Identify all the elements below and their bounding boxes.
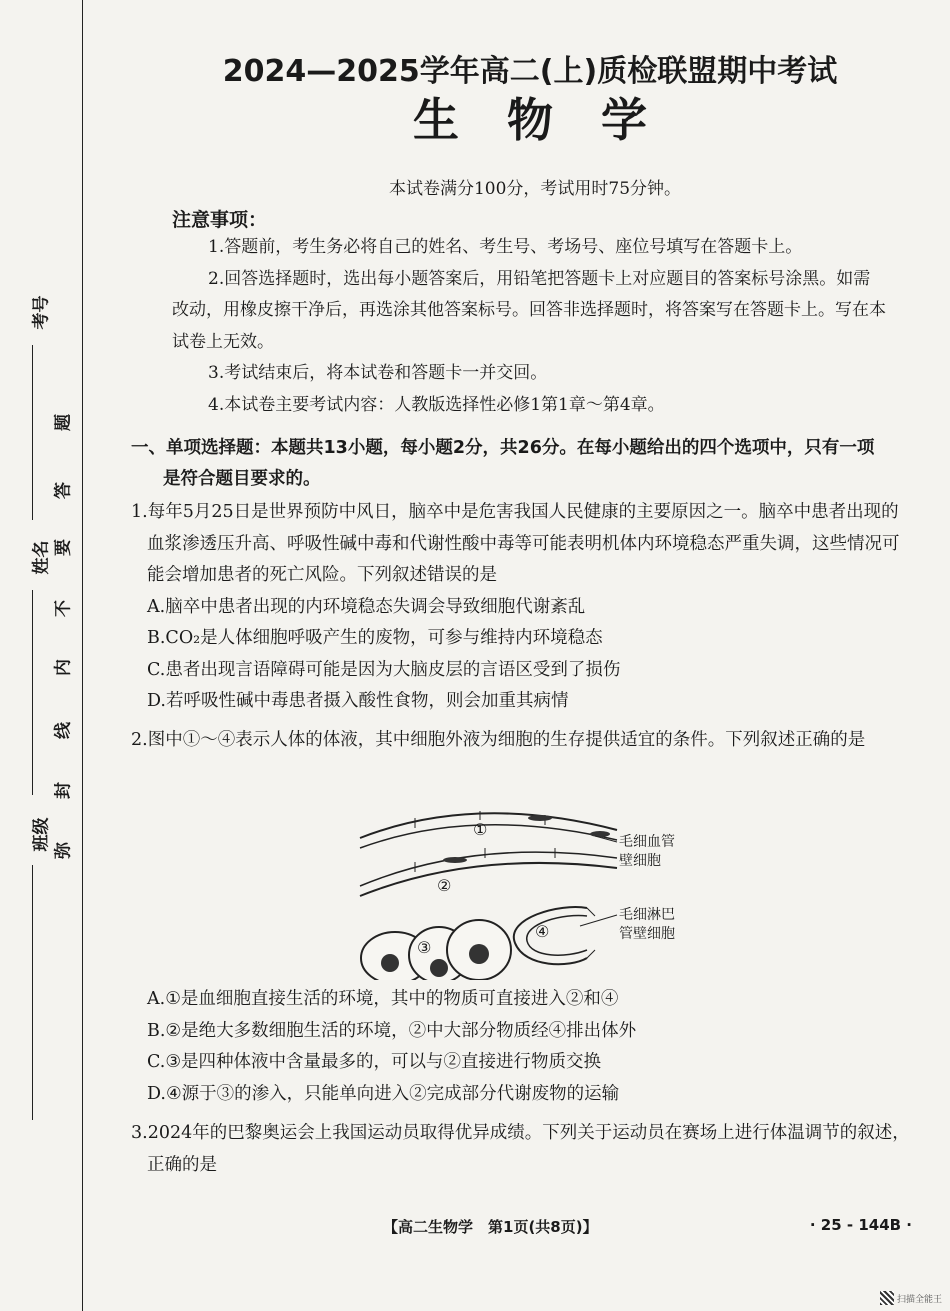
option-c: C.③是四种体液中含量最多的，可以与②直接进行物质交换 xyxy=(147,1052,602,1072)
seal-char: 要 xyxy=(53,539,74,556)
option-a: A.脑卒中患者出现的内环境稳态失调会导致细胞代谢紊乱 xyxy=(147,596,586,617)
question-stem: 2.图中①～④表示人体的体液，其中细胞外液为细胞的生存提供适宜的条件。下列叙述正确的是 xyxy=(131,730,866,750)
option-b: B.CO₂是人体细胞呼吸产生的废物，可参与维持内环境稳态 xyxy=(147,628,603,648)
class-blank xyxy=(32,865,33,1120)
seal-char: 弥 xyxy=(53,842,74,859)
scanner-watermark: 扫描全能王 xyxy=(880,1291,942,1305)
exam-meta: 本试卷满分100分，考试用时75分钟。 xyxy=(388,179,682,199)
name-label: 姓名 xyxy=(31,540,52,575)
mark-2: ② xyxy=(437,876,452,895)
question-stem: 3.2024年的巴黎奥运会上我国运动员取得优异成绩。下列关于运动员在赛场上进行体温调节的叙述，正确的是 xyxy=(131,1123,910,1175)
notice-item: 4.本试卷主要考试内容：人教版选择性必修1第1章～第4章。 xyxy=(208,394,665,415)
seal-char: 内 xyxy=(53,659,74,676)
option-d: D.④源于③的渗入，只能单向进入②完成部分代谢废物的运输 xyxy=(147,1083,620,1104)
exam-title: 2024—2025学年高二(上)质检联盟期中考试 xyxy=(222,54,838,89)
seal-char: 题 xyxy=(53,414,74,431)
notice-heading: 注意事项： xyxy=(172,209,268,231)
option-a: A.①是血细胞直接生活的环境，其中的物质可直接进入②和④ xyxy=(147,989,619,1009)
notice-item: 2.回答选择题时，选出每小题答案后，用铅笔把答题卡上对应题目的答案标号涂黑。如需改动，用橡皮擦干净后，再选涂其他答案标号。回答非选择题时，将答案写在答题卡上。写在本试卷上无效。 xyxy=(172,268,886,352)
question-2-options xyxy=(131,984,916,1110)
notice-item: 1.答题前，考生务必将自己的姓名、考生号、考场号、座位号填写在答题卡上。 xyxy=(208,237,803,257)
body-fluid-diagram xyxy=(355,798,690,980)
seal-char: 封 xyxy=(53,782,74,799)
option-c: C.患者出现言语障碍可能是因为大脑皮层的言语区受到了损伤 xyxy=(147,659,621,680)
exam-number-label: 考号 xyxy=(31,295,52,330)
option-d: D.若呼吸性碱中毒患者摄入酸性食物，则会加重其病情 xyxy=(147,691,569,711)
capillary-wall-label: 毛细血管 壁细胞 xyxy=(619,834,675,869)
section-heading xyxy=(131,433,916,495)
lymph-wall-label: 毛细淋巴 管壁细胞 xyxy=(619,907,675,942)
notice-item: 3.考试结束后，将本试卷和答题卡一并交回。 xyxy=(208,363,548,383)
seal-char: 不 xyxy=(53,600,74,617)
binding-margin xyxy=(0,0,95,1311)
seal-char: 答 xyxy=(53,482,74,499)
exam-number-blank xyxy=(32,345,33,520)
page-footer: 【高二生物学 第1页(共8页)】 xyxy=(383,1218,598,1236)
option-b: B.②是绝大多数细胞生活的环境，②中大部分物质经④排出体外 xyxy=(147,1020,637,1041)
notice-list xyxy=(172,232,887,421)
question-2 xyxy=(131,725,916,757)
class-label: 班级 xyxy=(31,817,52,852)
question-stem: 1.每年5月25日是世界预防中风日，脑卒中是危害我国人民健康的主要原因之一。脑卒中患者出现的血浆渗透压升高、呼吸性碱中毒和代谢性酸中毒等可能表明机体内环境稳态严重失调，这些情况可能会增加患者的死亡风险。下列叙述错误的是 xyxy=(131,502,900,585)
question-1 xyxy=(131,497,916,718)
subject-title: 生物学 xyxy=(413,93,695,147)
mark-4: ④ xyxy=(535,922,550,941)
paper-code: · 25 - 144B · xyxy=(809,1216,912,1234)
seal-char: 线 xyxy=(53,722,74,739)
section-line-1: 一、单项选择题：本题共13小题，每小题2分，共26分。在每小题给出的四个选项中，只有一项 xyxy=(131,438,875,458)
section-line-2: 是符合题目要求的。 xyxy=(163,469,321,489)
tissue-illustration xyxy=(355,798,690,980)
question-3 xyxy=(131,1118,916,1181)
binding-line xyxy=(82,0,83,1311)
mark-3: ③ xyxy=(417,938,432,957)
name-blank xyxy=(32,590,33,795)
qr-code-icon xyxy=(880,1291,894,1305)
mark-1: ① xyxy=(473,820,488,839)
